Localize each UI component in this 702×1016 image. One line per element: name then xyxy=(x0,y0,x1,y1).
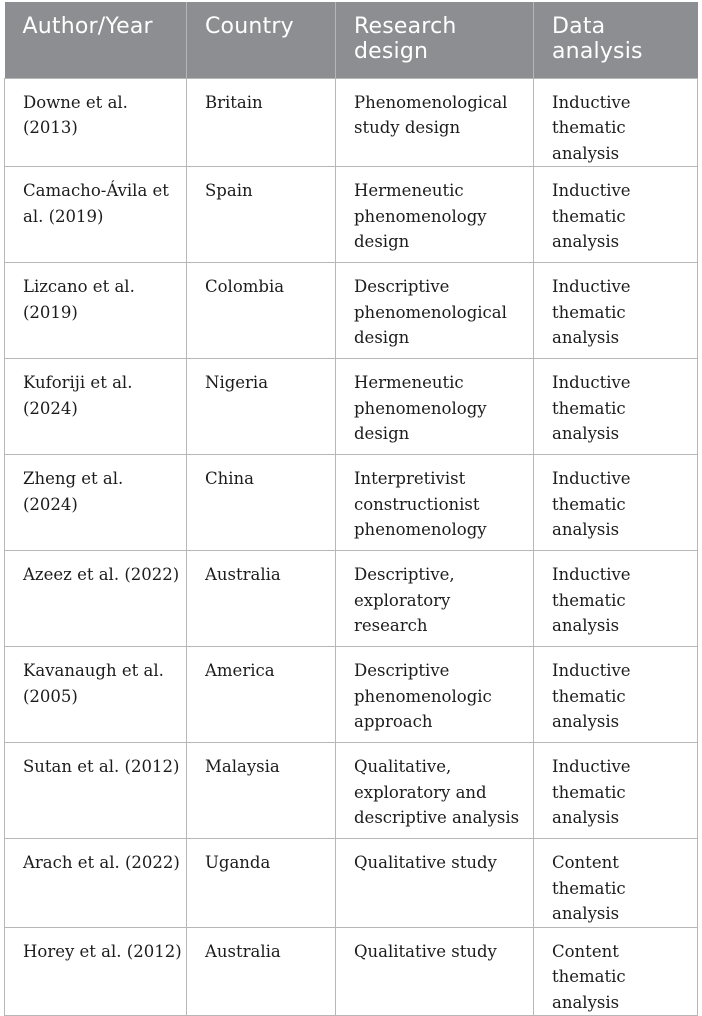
cell-research-design: Qualitative, exploratory and descriptive analysis xyxy=(336,743,534,839)
cell-author-year: Kavanaugh et al. (2005) xyxy=(5,647,187,743)
cell-country: China xyxy=(187,455,336,551)
cell-country: Malaysia xyxy=(187,743,336,839)
cell-data-analysis: Inductive thematic analysis xyxy=(534,78,698,167)
table-row xyxy=(5,359,698,455)
cell-research-design: Descriptive, exploratory research xyxy=(336,551,534,647)
cell-data-analysis: Inductive thematic analysis xyxy=(534,455,698,551)
cell-author-year: Horey et al. (2012) xyxy=(5,927,187,1016)
table-body xyxy=(5,78,698,1016)
cell-research-design: Descriptive phenomenological design xyxy=(336,263,534,359)
cell-country: Spain xyxy=(187,167,336,263)
cell-country: Britain xyxy=(187,78,336,167)
cell-country: Australia xyxy=(187,927,336,1016)
table-row xyxy=(5,78,698,167)
table-row xyxy=(5,647,698,743)
cell-data-analysis: Content thematic analysis xyxy=(534,839,698,928)
table-row xyxy=(5,455,698,551)
cell-country: Colombia xyxy=(187,263,336,359)
table-row xyxy=(5,743,698,839)
cell-author-year: Downe et al. (2013) xyxy=(5,78,187,167)
cell-research-design: Phenomenological study design xyxy=(336,78,534,167)
table-row xyxy=(5,927,698,1016)
studies-table-container xyxy=(4,2,697,1016)
cell-data-analysis: Inductive thematic analysis xyxy=(534,743,698,839)
cell-author-year: Zheng et al. (2024) xyxy=(5,455,187,551)
header-row xyxy=(5,2,698,78)
table-row xyxy=(5,551,698,647)
cell-data-analysis: Inductive thematic analysis xyxy=(534,167,698,263)
cell-country: America xyxy=(187,647,336,743)
cell-research-design: Hermeneutic phenomenology design xyxy=(336,359,534,455)
cell-author-year: Kuforiji et al. (2024) xyxy=(5,359,187,455)
cell-country: Uganda xyxy=(187,839,336,928)
table-header xyxy=(5,2,698,78)
cell-research-design: Qualitative study xyxy=(336,927,534,1016)
cell-data-analysis: Inductive thematic analysis xyxy=(534,359,698,455)
cell-data-analysis: Content thematic analysis xyxy=(534,927,698,1016)
cell-data-analysis: Inductive thematic analysis xyxy=(534,551,698,647)
cell-research-design: Hermeneutic phenomenology design xyxy=(336,167,534,263)
header-data-analysis: Data analysis xyxy=(534,2,698,78)
cell-author-year: Azeez et al. (2022) xyxy=(5,551,187,647)
header-author-year: Author/Year xyxy=(22,14,153,39)
cell-research-design: Qualitative study xyxy=(336,839,534,928)
cell-author-year: Sutan et al. (2012) xyxy=(5,743,187,839)
cell-country: Nigeria xyxy=(187,359,336,455)
table-row xyxy=(5,839,698,928)
table-row xyxy=(5,167,698,263)
cell-author-year: Lizcano et al. (2019) xyxy=(5,263,187,359)
cell-country: Australia xyxy=(187,551,336,647)
cell-research-design: Interpretivist constructionist phenomenology xyxy=(336,455,534,551)
cell-author-year: Arach et al. (2022) xyxy=(5,839,187,928)
table-row xyxy=(5,263,698,359)
cell-author-year: Camacho-Ávila et al. (2019) xyxy=(5,167,187,263)
studies-table xyxy=(4,2,698,1016)
cell-data-analysis: Inductive thematic analysis xyxy=(534,647,698,743)
header-country: Country xyxy=(187,2,336,78)
header-research-design: Research design xyxy=(336,2,534,78)
cell-research-design: Descriptive phenomenologic approach xyxy=(336,647,534,743)
cell-data-analysis: Inductive thematic analysis xyxy=(534,263,698,359)
